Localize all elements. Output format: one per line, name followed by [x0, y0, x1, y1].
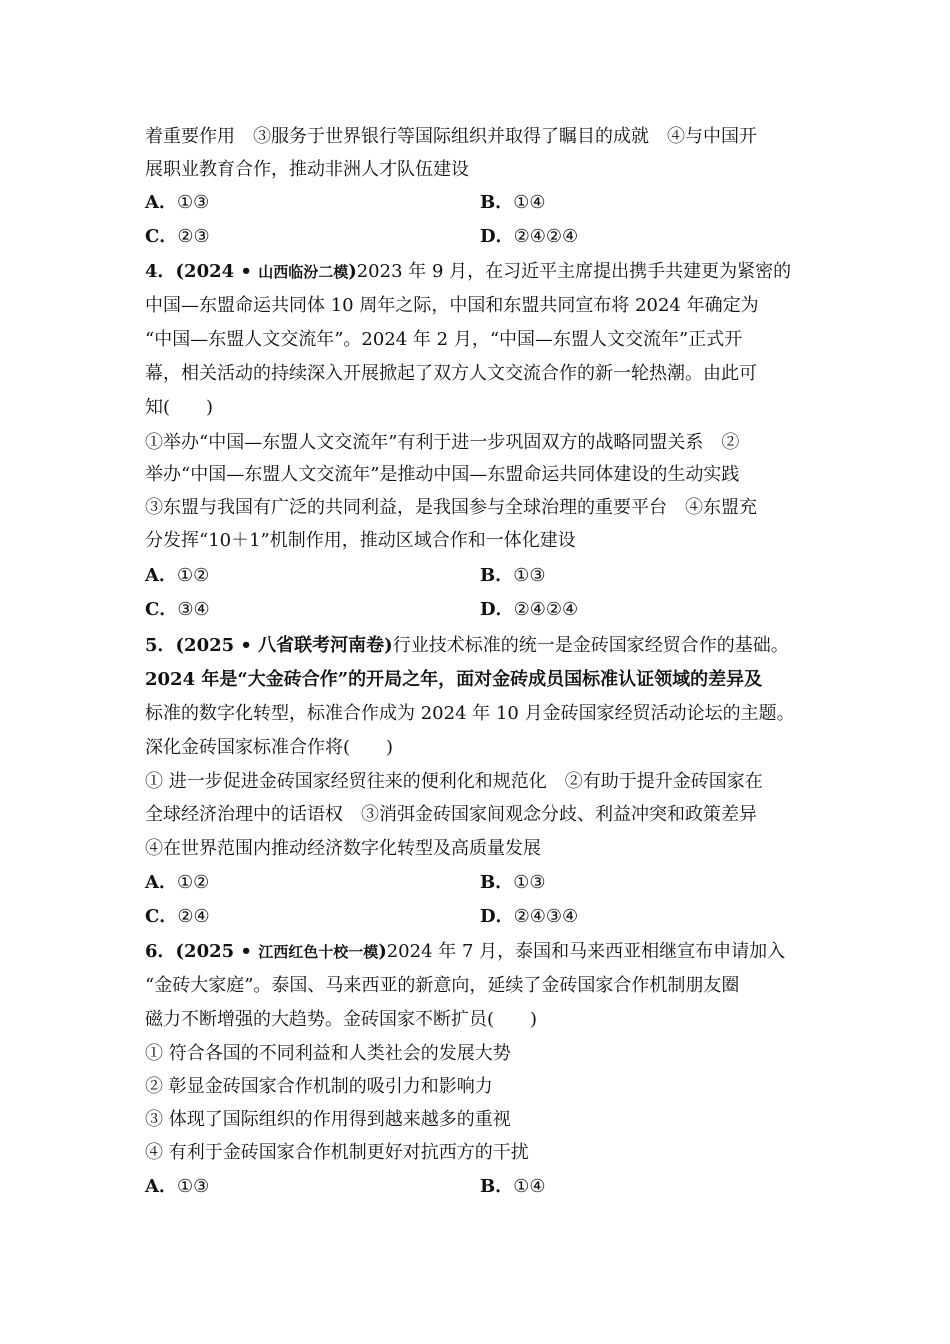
q4-text-line-2: 中国—东盟命运共同体 10 周年之际，中国和东盟共同宣布将 2024 年确定为	[145, 295, 759, 316]
q5-text-line-3: 标准的数字化转型，标准合作成为 2024 年 10 月金砖国家经贸活动论坛的主题。	[145, 703, 795, 724]
q4-text-line-5: 知( )	[145, 397, 214, 418]
q4-statement-line-1: ①举办“中国—东盟人文交流年”有利于进一步巩固双方的战略同盟关系 ②	[145, 432, 740, 453]
q6-text-line-3: 磁力不断增强的大趋势。金砖国家不断扩员( )	[145, 1009, 538, 1030]
q6-option-a[interactable]: A．①③	[145, 1176, 210, 1197]
q3-option-d[interactable]: D．②④②④	[480, 226, 579, 247]
q6-text-line-1: 6．(2025 • 江西红色十校一模)2024 年 7 月，泰国和马来西亚相继宣布申请加入	[145, 941, 786, 962]
q4-statement-line-3: ③东盟与我国有广泛的共同利益，是我国参与全球治理的重要平台 ④东盟充	[145, 497, 757, 518]
q4-option-a[interactable]: A．①②	[145, 565, 210, 586]
q4-option-d[interactable]: D．②④②④	[480, 599, 579, 620]
q4-option-b[interactable]: B．①③	[480, 565, 546, 586]
q6-statement-4: ④ 有利于金砖国家合作机制更好对抗西方的干扰	[145, 1142, 529, 1163]
q4-statement-line-2: 举办“中国—东盟人文交流年”是推动中国—东盟命运共同体建设的生动实践	[145, 464, 740, 485]
q5-option-a[interactable]: A．①②	[145, 872, 210, 893]
q3-option-b[interactable]: B．①④	[480, 192, 546, 213]
q4-text-line-1: 4．(2024 • 山西临汾二模)2023 年 9 月，在习近平主席提出携手共建更为紧密的	[145, 261, 792, 282]
q5-option-b[interactable]: B．①③	[480, 872, 546, 893]
q5-option-c[interactable]: C．②④	[145, 906, 210, 927]
q4-text-line-3: “中国—东盟人文交流年”。2024 年 2 月，“中国—东盟人文交流年”正式开	[145, 329, 743, 350]
q6-option-b[interactable]: B．①④	[480, 1176, 546, 1197]
q4-statement-line-4: 分发挥“10＋1”机制作用，推动区域合作和一体化建设	[145, 530, 576, 551]
q4-text-line-4: 幕，相关活动的持续深入开展掀起了双方人文交流合作的新一轮热潮。由此可	[145, 363, 757, 384]
q3-option-a[interactable]: A．①③	[145, 192, 210, 213]
q5-option-d[interactable]: D．②④③④	[480, 906, 579, 927]
q3-text-line-1: 着重要作用 ③服务于世界银行等国际组织并取得了瞩目的成就 ④与中国开	[145, 126, 757, 147]
q4-option-c[interactable]: C．③④	[145, 599, 210, 620]
q5-text-line-2: 2024 年是“大金砖合作”的开局之年，面对金砖成员国标准认证领域的差异及	[145, 669, 763, 690]
q5-text-line-4: 深化金砖国家标准合作将( )	[145, 737, 394, 758]
q6-statement-2: ② 彰显金砖国家合作机制的吸引力和影响力	[145, 1076, 493, 1097]
q5-statement-line-3: ④在世界范围内推动经济数字化转型及高质量发展	[145, 838, 541, 859]
q5-statement-line-2: 全球经济治理中的话语权 ③消弭金砖国家间观念分歧、利益冲突和政策差异	[145, 804, 757, 825]
q3-option-c[interactable]: C．②③	[145, 226, 210, 247]
q5-text-line-1: 5．(2025 • 八省联考河南卷)行业技术标准的统一是金砖国家经贸合作的基础。	[145, 635, 789, 656]
q6-text-line-2: “金砖大家庭”。泰国、马来西亚的新意向，延续了金砖国家合作机制朋友圈	[145, 975, 740, 996]
q6-statement-3: ③ 体现了国际组织的作用得到越来越多的重视	[145, 1109, 511, 1130]
q5-statement-line-1: ① 进一步促进金砖国家经贸往来的便利化和规范化 ②有助于提升金砖国家在	[145, 771, 763, 792]
q3-text-line-2: 展职业教育合作，推动非洲人才队伍建设	[145, 159, 469, 180]
q6-statement-1: ① 符合各国的不同利益和人类社会的发展大势	[145, 1043, 511, 1064]
